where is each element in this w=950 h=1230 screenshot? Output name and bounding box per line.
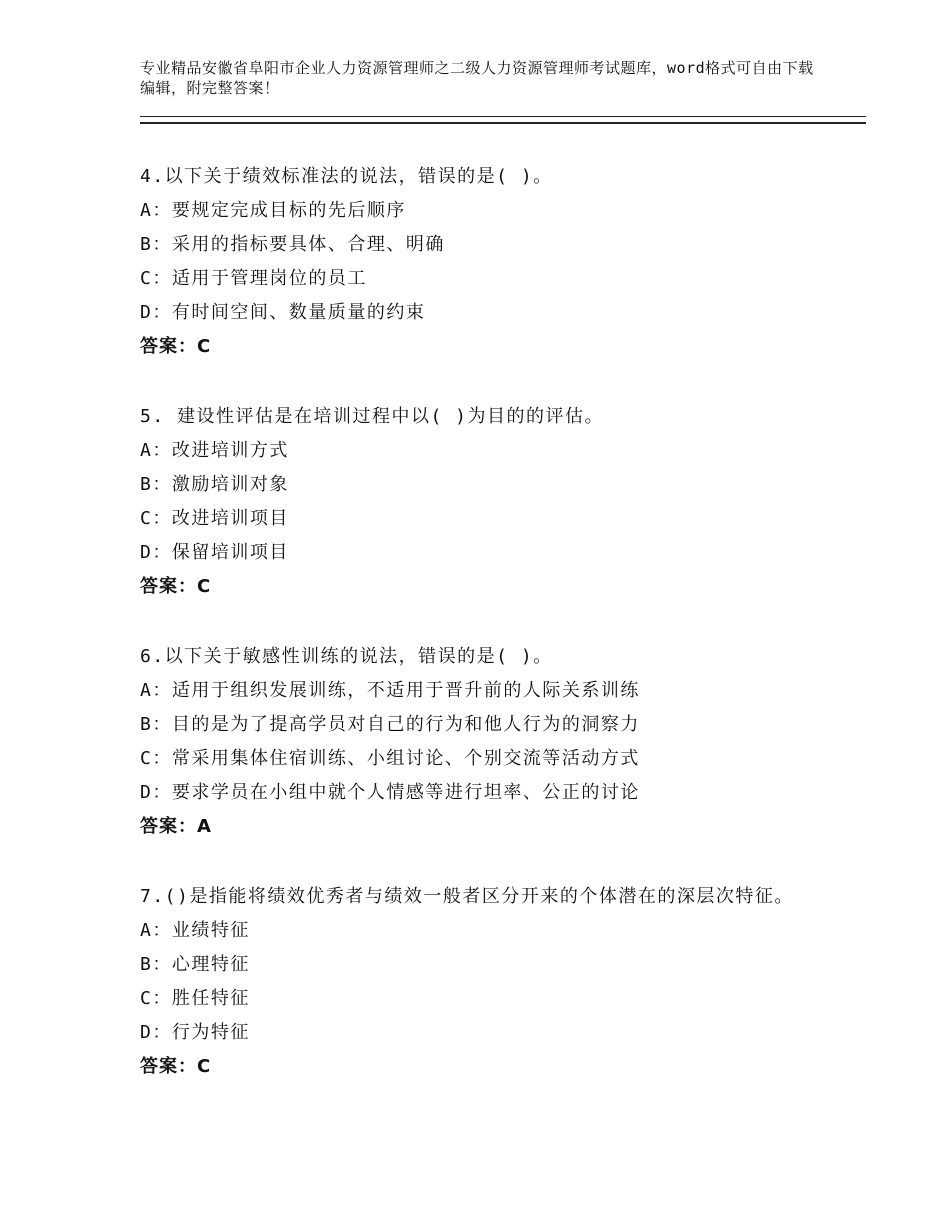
question-stem: 4.以下关于绩效标准法的说法，错误的是( )。 xyxy=(140,166,553,187)
option-d: D：有时间空间、数量质量的约束 xyxy=(140,302,426,323)
question-item xyxy=(140,400,866,604)
option-c: C：常采用集体住宿训练、小组讨论、个别交流等活动方式 xyxy=(140,748,640,769)
option-a: A：要规定完成目标的先后顺序 xyxy=(140,200,406,221)
option-a: A：业绩特征 xyxy=(140,920,250,941)
answer-line: 答案：C xyxy=(140,1056,212,1077)
option-a: A：适用于组织发展训练，不适用于晋升前的人际关系训练 xyxy=(140,680,640,701)
question-item xyxy=(140,160,866,364)
option-b: B：心理特征 xyxy=(140,954,250,975)
question-stem: 6.以下关于敏感性训练的说法，错误的是( )。 xyxy=(140,646,553,667)
option-b: B：采用的指标要具体、合理、明确 xyxy=(140,234,445,255)
option-d: D：要求学员在小组中就个人情感等进行坦率、公正的讨论 xyxy=(140,782,640,803)
option-d: D：行为特征 xyxy=(140,1022,250,1043)
question-stem: 5. 建设性评估是在培训过程中以( )为目的的评估。 xyxy=(140,406,605,427)
question-item xyxy=(140,880,866,1084)
document-page xyxy=(140,0,866,1120)
answer-line: 答案：A xyxy=(140,816,212,837)
question-stem: 7.()是指能将绩效优秀者与绩效一般者区分开来的个体潜在的深层次特征。 xyxy=(140,886,794,907)
option-d: D：保留培训项目 xyxy=(140,542,289,563)
answer-line: 答案：C xyxy=(140,336,212,357)
option-c: C：适用于管理岗位的员工 xyxy=(140,268,367,289)
option-b: B：目的是为了提高学员对自己的行为和他人行为的洞察力 xyxy=(140,714,640,735)
option-c: C：胜任特征 xyxy=(140,988,250,1009)
document-header: 专业精品安徽省阜阳市企业人力资源管理师之二级人力资源管理师考试题库，word格式可自由下载编辑，附完整答案！ xyxy=(140,59,814,97)
option-b: B：激励培训对象 xyxy=(140,474,289,495)
question-item xyxy=(140,640,866,844)
option-c: C：改进培训项目 xyxy=(140,508,289,529)
header-divider xyxy=(140,116,866,124)
question-list xyxy=(140,160,866,1084)
answer-line: 答案：C xyxy=(140,576,212,597)
option-a: A：改进培训方式 xyxy=(140,440,289,461)
